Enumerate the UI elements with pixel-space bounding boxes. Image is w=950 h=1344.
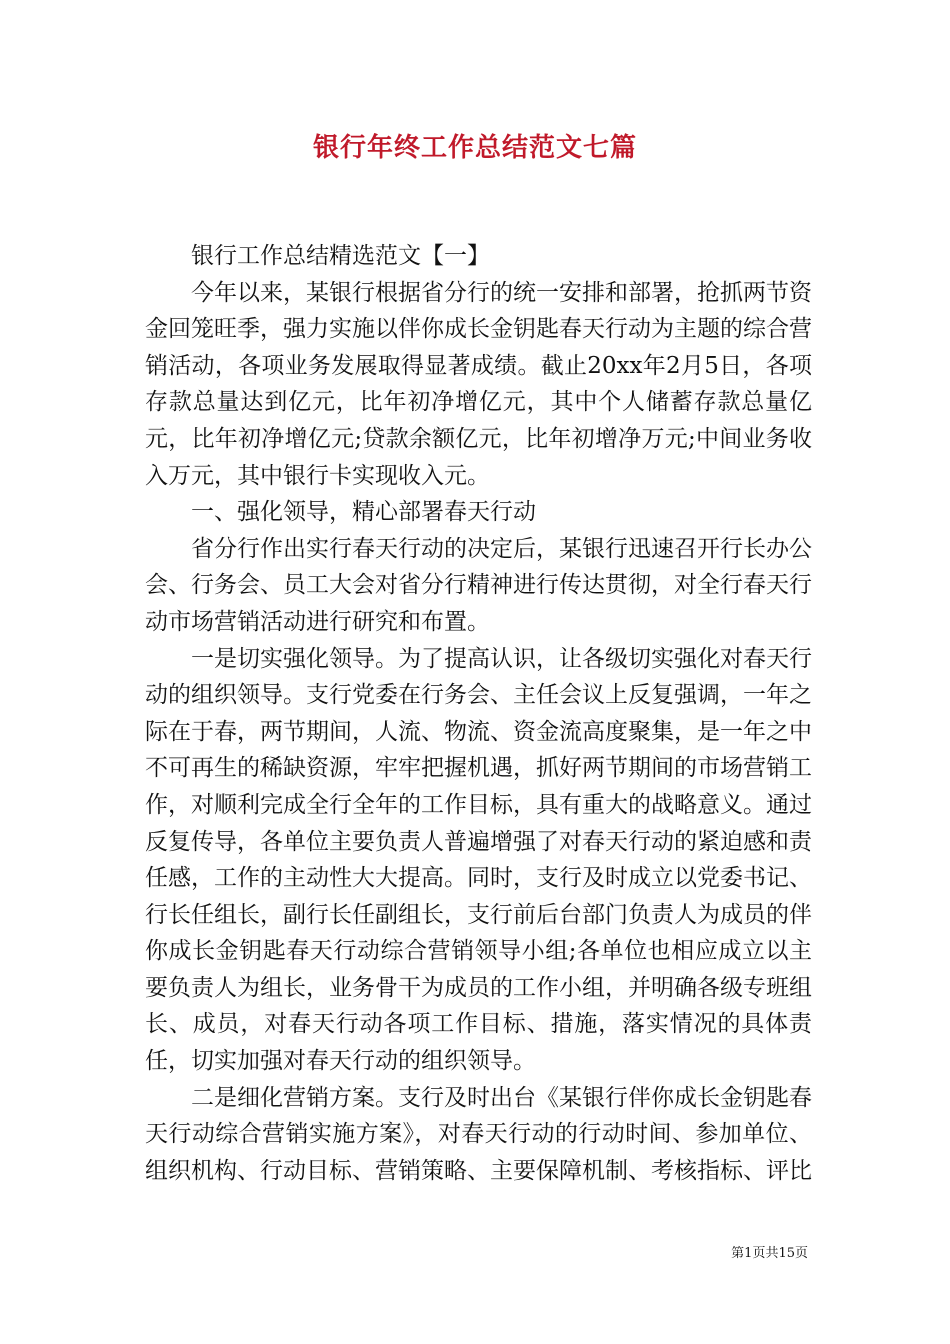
document-title: 银行年终工作总结范文七篇 [312, 133, 637, 163]
page-number: 第1页共15页 [731, 1246, 808, 1261]
body-paragraph: 二是细化营销方案。支行及时出台《某银行伴你成长金钥匙春天行动综合营销实施方案》，对春天行动的行动时间、参加单位、组织机构、行动目标、营销策略、主要保障机制、考核指标、评比 [145, 1084, 812, 1184]
document-body [145, 238, 812, 1189]
body-paragraph: 省分行作出实行春天行动的决定后，某银行迅速召开行长办公会、行务会、员工大会对省分行精神进行传达贯彻，对全行春天行动市场营销活动进行研究和布置。 [145, 535, 812, 635]
body-paragraph: 今年以来，某银行根据省分行的统一安排和部署，抢抓两节资金回笼旺季，强力实施以伴你成长金钥匙春天行动为主题的综合营销活动，各项业务发展取得显著成绩。截止20xx年2月5日，各项存款总量达到亿元，比年初净增亿元，其中个人储蓄存款总量亿元，比年初净增亿元;贷款余额亿元，比年初增净万元;中间业务收入万元，其中银行卡实现收入元。 [145, 279, 812, 489]
body-paragraph: 一是切实强化领导。为了提高认识，让各级切实强化对春天行动的组织领导。支行党委在行务会、主任会议上反复强调，一年之际在于春，两节期间，人流、物流、资金流高度聚集，是一年之中不可再生的稀缺资源，牢牢把握机遇，抓好两节期间的市场营销工作，对顺利完成全行全年的工作目标，具有重大的战略意义。通过反复传导，各单位主要负责人普遍增强了对春天行动的紧迫感和责任感，工作的主动性大大提高。同时，支行及时成立以党委书记、行长任组长，副行长任副组长，支行前后台部门负责人为成员的伴你成长金钥匙春天行动综合营销领导小组;各单位也相应成立以主要负责人为组长，业务骨干为成员的工作小组，并明确各级专班组长、成员，对春天行动各项工作目标、措施，落实情况的具体责任，切实加强对春天行动的组织领导。 [145, 645, 812, 1075]
section-heading: 银行工作总结精选范文【一】 [191, 243, 490, 269]
section-heading: 一、强化领导，精心部署春天行动 [191, 499, 536, 526]
